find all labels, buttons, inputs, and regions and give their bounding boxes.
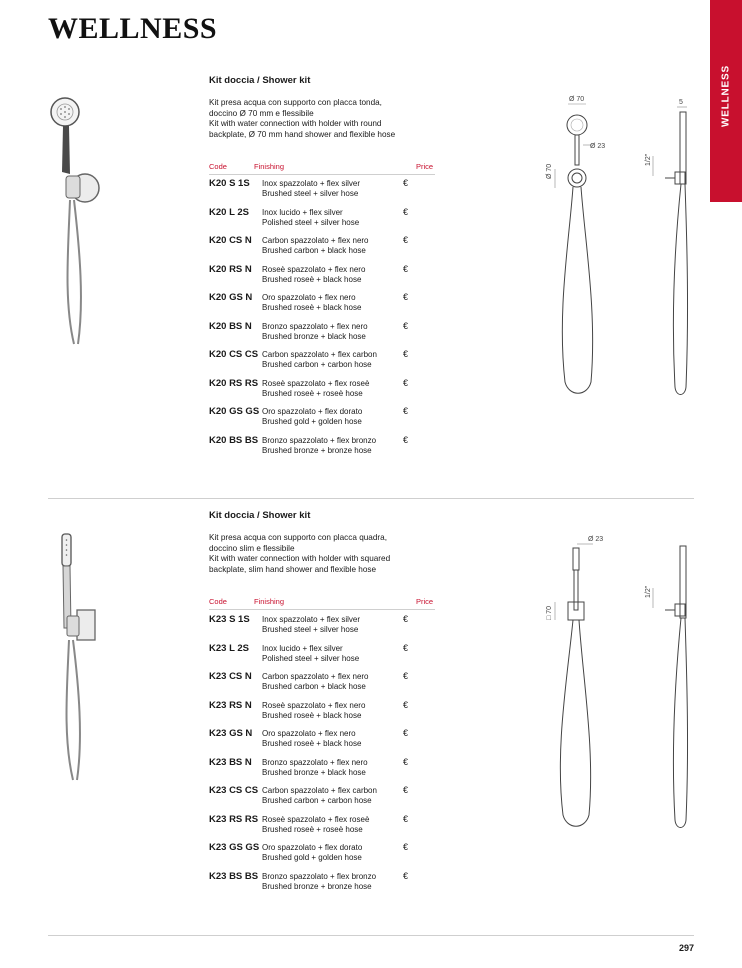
technical-drawing-k23 (535, 530, 700, 835)
product-description: Kit presa acqua con supporto con placca quadra, doccino slim e flessibile Kit with water connection with holder with squared backplate, slim hand shower and flexible hose (209, 533, 391, 574)
product-code: K20 BS N (209, 320, 252, 332)
price: € (403, 263, 409, 274)
finishing: Bronzo spazzolato + flex bronzo Brushed bronze + bronze hose (262, 435, 377, 455)
table-row (209, 321, 435, 349)
table-row (209, 785, 435, 813)
price: € (403, 642, 409, 653)
finishing: Roseè spazzolato + flex nero Brushed roseè + black hose (262, 264, 366, 284)
price: € (403, 785, 409, 795)
finishing: Inox spazzolato + flex silver Brushed steel + silver hose (262, 615, 361, 634)
product-code: K23 GS N (209, 728, 253, 739)
product-code: K20 CS CS (209, 349, 259, 360)
product-code: K20 S 1S (209, 178, 250, 189)
finishing: Oro spazzolato + flex dorato Brushed gold + golden hose (262, 843, 363, 862)
table-row (209, 614, 435, 642)
product-photo-k23 (45, 528, 110, 786)
finishing: Roseè spazzolato + flex roseè Brushed roseè + roseè hose (262, 378, 370, 398)
finishing: Oro spazzolato + flex dorato Brushed gold + golden hose (262, 407, 363, 426)
holder-icon (77, 610, 95, 640)
finishing: Inox spazzolato + flex silver Brushed steel + silver hose (262, 179, 361, 198)
table-row (209, 700, 435, 728)
price: € (403, 292, 409, 302)
price: € (403, 320, 409, 331)
table-row (209, 728, 435, 756)
col-price: Price (416, 162, 434, 171)
price: € (403, 756, 409, 767)
finishing: Roseè spazzolato + flex nero Brushed roseè + black hose (262, 700, 366, 720)
price: € (403, 434, 409, 445)
finishing: Oro spazzolato + flex nero Brushed roseè + black hose (262, 729, 362, 748)
product-code: K23 L 2S (209, 642, 249, 654)
finishing: Bronzo spazzolato + flex bronzo Brushed bronze + bronze hose (262, 871, 377, 891)
dim-depth: 5 (679, 99, 683, 106)
table-row (209, 435, 435, 463)
table-row (209, 842, 435, 870)
table-row (209, 207, 435, 235)
table-header (209, 162, 435, 175)
price: € (403, 671, 409, 681)
table-row (209, 264, 435, 292)
price: € (403, 406, 409, 416)
table-header (209, 597, 435, 610)
col-code: Code (209, 597, 227, 606)
footer-divider (48, 935, 694, 936)
col-finishing: Finishing (254, 597, 285, 606)
price: € (403, 178, 409, 188)
price: € (403, 235, 409, 245)
table-row (209, 643, 435, 671)
product-code: K23 GS GS (209, 842, 260, 853)
finishing: Carbon spazzolato + flex carbon Brushed carbon + carbon hose (262, 350, 377, 369)
finishing: Carbon spazzolato + flex carbon Brushed carbon + carbon hose (262, 786, 377, 805)
technical-drawing-k20 (535, 92, 700, 402)
table-row (209, 235, 435, 263)
table-row (209, 178, 435, 206)
product-code: K20 L 2S (209, 206, 249, 218)
product-code: K23 RS N (209, 699, 252, 711)
table-row (209, 378, 435, 406)
product-code: K20 GS N (209, 292, 253, 303)
table-row (209, 757, 435, 785)
product-code: K23 RS RS (209, 813, 259, 825)
product-code: K20 BS BS (209, 434, 259, 446)
product-title: Kit doccia / Shower kit (209, 510, 311, 521)
price: € (403, 377, 409, 388)
finishing: Oro spazzolato + flex nero Brushed roseè + black hose (262, 293, 362, 312)
finishing: Carbon spazzolato + flex nero Brushed carbon + black hose (262, 672, 369, 691)
col-price: Price (416, 597, 434, 606)
price: € (403, 349, 409, 359)
price: € (403, 842, 409, 852)
price: € (403, 699, 409, 710)
product-code: K23 CS N (209, 671, 252, 682)
product-code: K23 BS BS (209, 870, 259, 882)
product-code: K23 CS CS (209, 785, 259, 796)
finishing: Carbon spazzolato + flex nero Brushed carbon + black hose (262, 236, 369, 255)
dim-thread: 1/2" (645, 153, 652, 166)
product-title: Kit doccia / Shower kit (209, 75, 311, 86)
price: € (403, 206, 409, 217)
table-row (209, 814, 435, 842)
product-code: K23 S 1S (209, 614, 250, 625)
product-code: K23 BS N (209, 756, 252, 768)
dim-height: Ø 70 (546, 163, 553, 179)
product-photo-k20 (40, 92, 110, 352)
table-row (209, 349, 435, 377)
finishing: Inox lucido + flex silver Polished steel + silver hose (262, 643, 360, 663)
price: € (403, 614, 409, 624)
brand-title: WELLNESS (48, 12, 218, 45)
side-tab-label: WELLNESS (720, 65, 732, 127)
dim-thread: 1/2" (645, 585, 652, 598)
product-code: K20 RS N (209, 263, 252, 275)
dim-head-diameter: Ø 70 (569, 96, 585, 103)
table-row (209, 292, 435, 320)
dim-pipe-diameter: Ø 23 (588, 536, 604, 543)
dim-pipe-diameter: Ø 23 (590, 143, 606, 150)
table-row (209, 671, 435, 699)
section-divider (48, 498, 694, 499)
page-number: 297 (678, 943, 694, 953)
product-code: K20 CS N (209, 235, 252, 246)
price: € (403, 870, 409, 881)
product-description: Kit presa acqua con supporto con placca tonda, doccino Ø 70 mm e flessibile Kit with water connection with holder with round backplate, Ø 70 mm hand shower and flexible hose (209, 98, 396, 139)
section-side-tab (710, 0, 742, 202)
finishing: Bronzo spazzolato + flex nero Brushed bronze + black hose (262, 757, 368, 777)
product-code: K20 GS GS (209, 406, 260, 417)
finishing: Inox lucido + flex silver Polished steel + silver hose (262, 207, 360, 227)
finishing: Bronzo spazzolato + flex nero Brushed bronze + black hose (262, 321, 368, 341)
col-code: Code (209, 162, 227, 171)
col-finishing: Finishing (254, 162, 285, 171)
price: € (403, 728, 409, 738)
table-row (209, 406, 435, 434)
price: € (403, 813, 409, 824)
product-code: K20 RS RS (209, 377, 259, 389)
dim-height: □ 70 (546, 606, 553, 620)
table-row (209, 871, 435, 899)
finishing: Roseè spazzolato + flex roseè Brushed roseè + roseè hose (262, 814, 370, 834)
